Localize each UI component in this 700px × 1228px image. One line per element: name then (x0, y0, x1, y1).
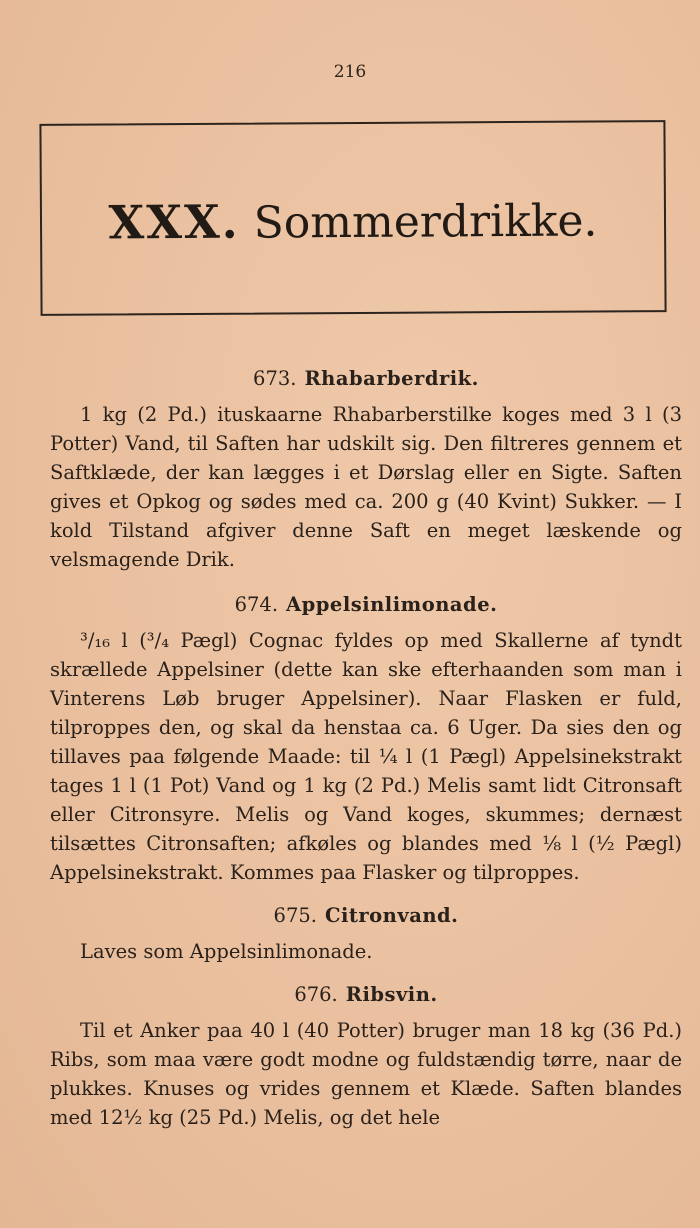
recipe-heading (50, 980, 682, 1010)
chapter-numeral: XXX. (108, 194, 240, 250)
recipe-number: 675. (273, 904, 317, 927)
recipe-heading (50, 590, 682, 620)
recipe-text: Til et Anker paa 40 l (40 Potter) bruger man 18 kg (36 Pd.) Ribs, som maa være godt modne og fuldstændig tørre, naar de plukkes. Knuses og vrides gennem et Klæde. Saften blandes med 12½ kg (25 Pd.) Melis, og det hele (50, 1019, 682, 1129)
recipe-name: Ribsvin. (345, 983, 438, 1006)
recipe-number: 674. (234, 593, 279, 616)
recipe-heading (50, 364, 682, 394)
recipe-text: Laves som Appelsinlimonade. (80, 940, 373, 963)
recipe-text: ³/₁₆ l (³/₄ Pægl) Cognac fyldes op med Skallerne af tyndt skrællede Appelsiner (dette kan ske efterhaanden som man i Vinterens Løb bruger Appelsiner). Naar Flasken er fuld, tilproppes den, og skal da henstaa ca. 6 Uger. Da sies den og tillaves paa følgende Maade: til ¼ l (1 Pægl) Appelsinekstrakt tages 1 l (1 Pot) Vand og 1 kg (2 Pd.) Melis samt lidt Citronsaft eller Citronsyre. Melis og Vand koges, skummes; dernæst tilsættes Citronsaften; afkøles og blandes med ⅛ l (½ Pægl) Appelsinekstrakt. Kommes paa Flasker og tilproppes. (50, 629, 682, 884)
recipe-676 (50, 980, 682, 1132)
recipe-674 (50, 590, 682, 887)
chapter-title-box (39, 120, 666, 316)
recipe-heading (50, 901, 682, 931)
chapter-name: Sommerdrikke. (253, 195, 598, 249)
recipe-number: 673. (253, 367, 297, 390)
recipe-675 (50, 901, 682, 966)
recipe-673 (50, 364, 682, 574)
recipe-name: Appelsinlimonade. (286, 593, 498, 616)
recipe-text: 1 kg (2 Pd.) ituskaarne Rhabarberstilke koges med 3 l (3 Potter) Vand, til Saften har udskilt sig. Den filtreres gennem et Saftklæde, der kan lægges i et Dørslag eller en Sigte. Saften gives et Opkog og sødes med ca. 200 g (40 Kvint) Sukker. — I kold Tilstand afgiver denne Saft en meget læskende og velsmagende Drik. (50, 403, 682, 571)
chapter-title (42, 194, 664, 250)
recipe-number: 676. (294, 983, 338, 1006)
recipe-name: Rhabarberdrik. (304, 367, 479, 390)
page-number: 216 (333, 62, 367, 82)
recipe-name: Citronvand. (324, 904, 459, 927)
recipes-body (50, 364, 682, 1132)
